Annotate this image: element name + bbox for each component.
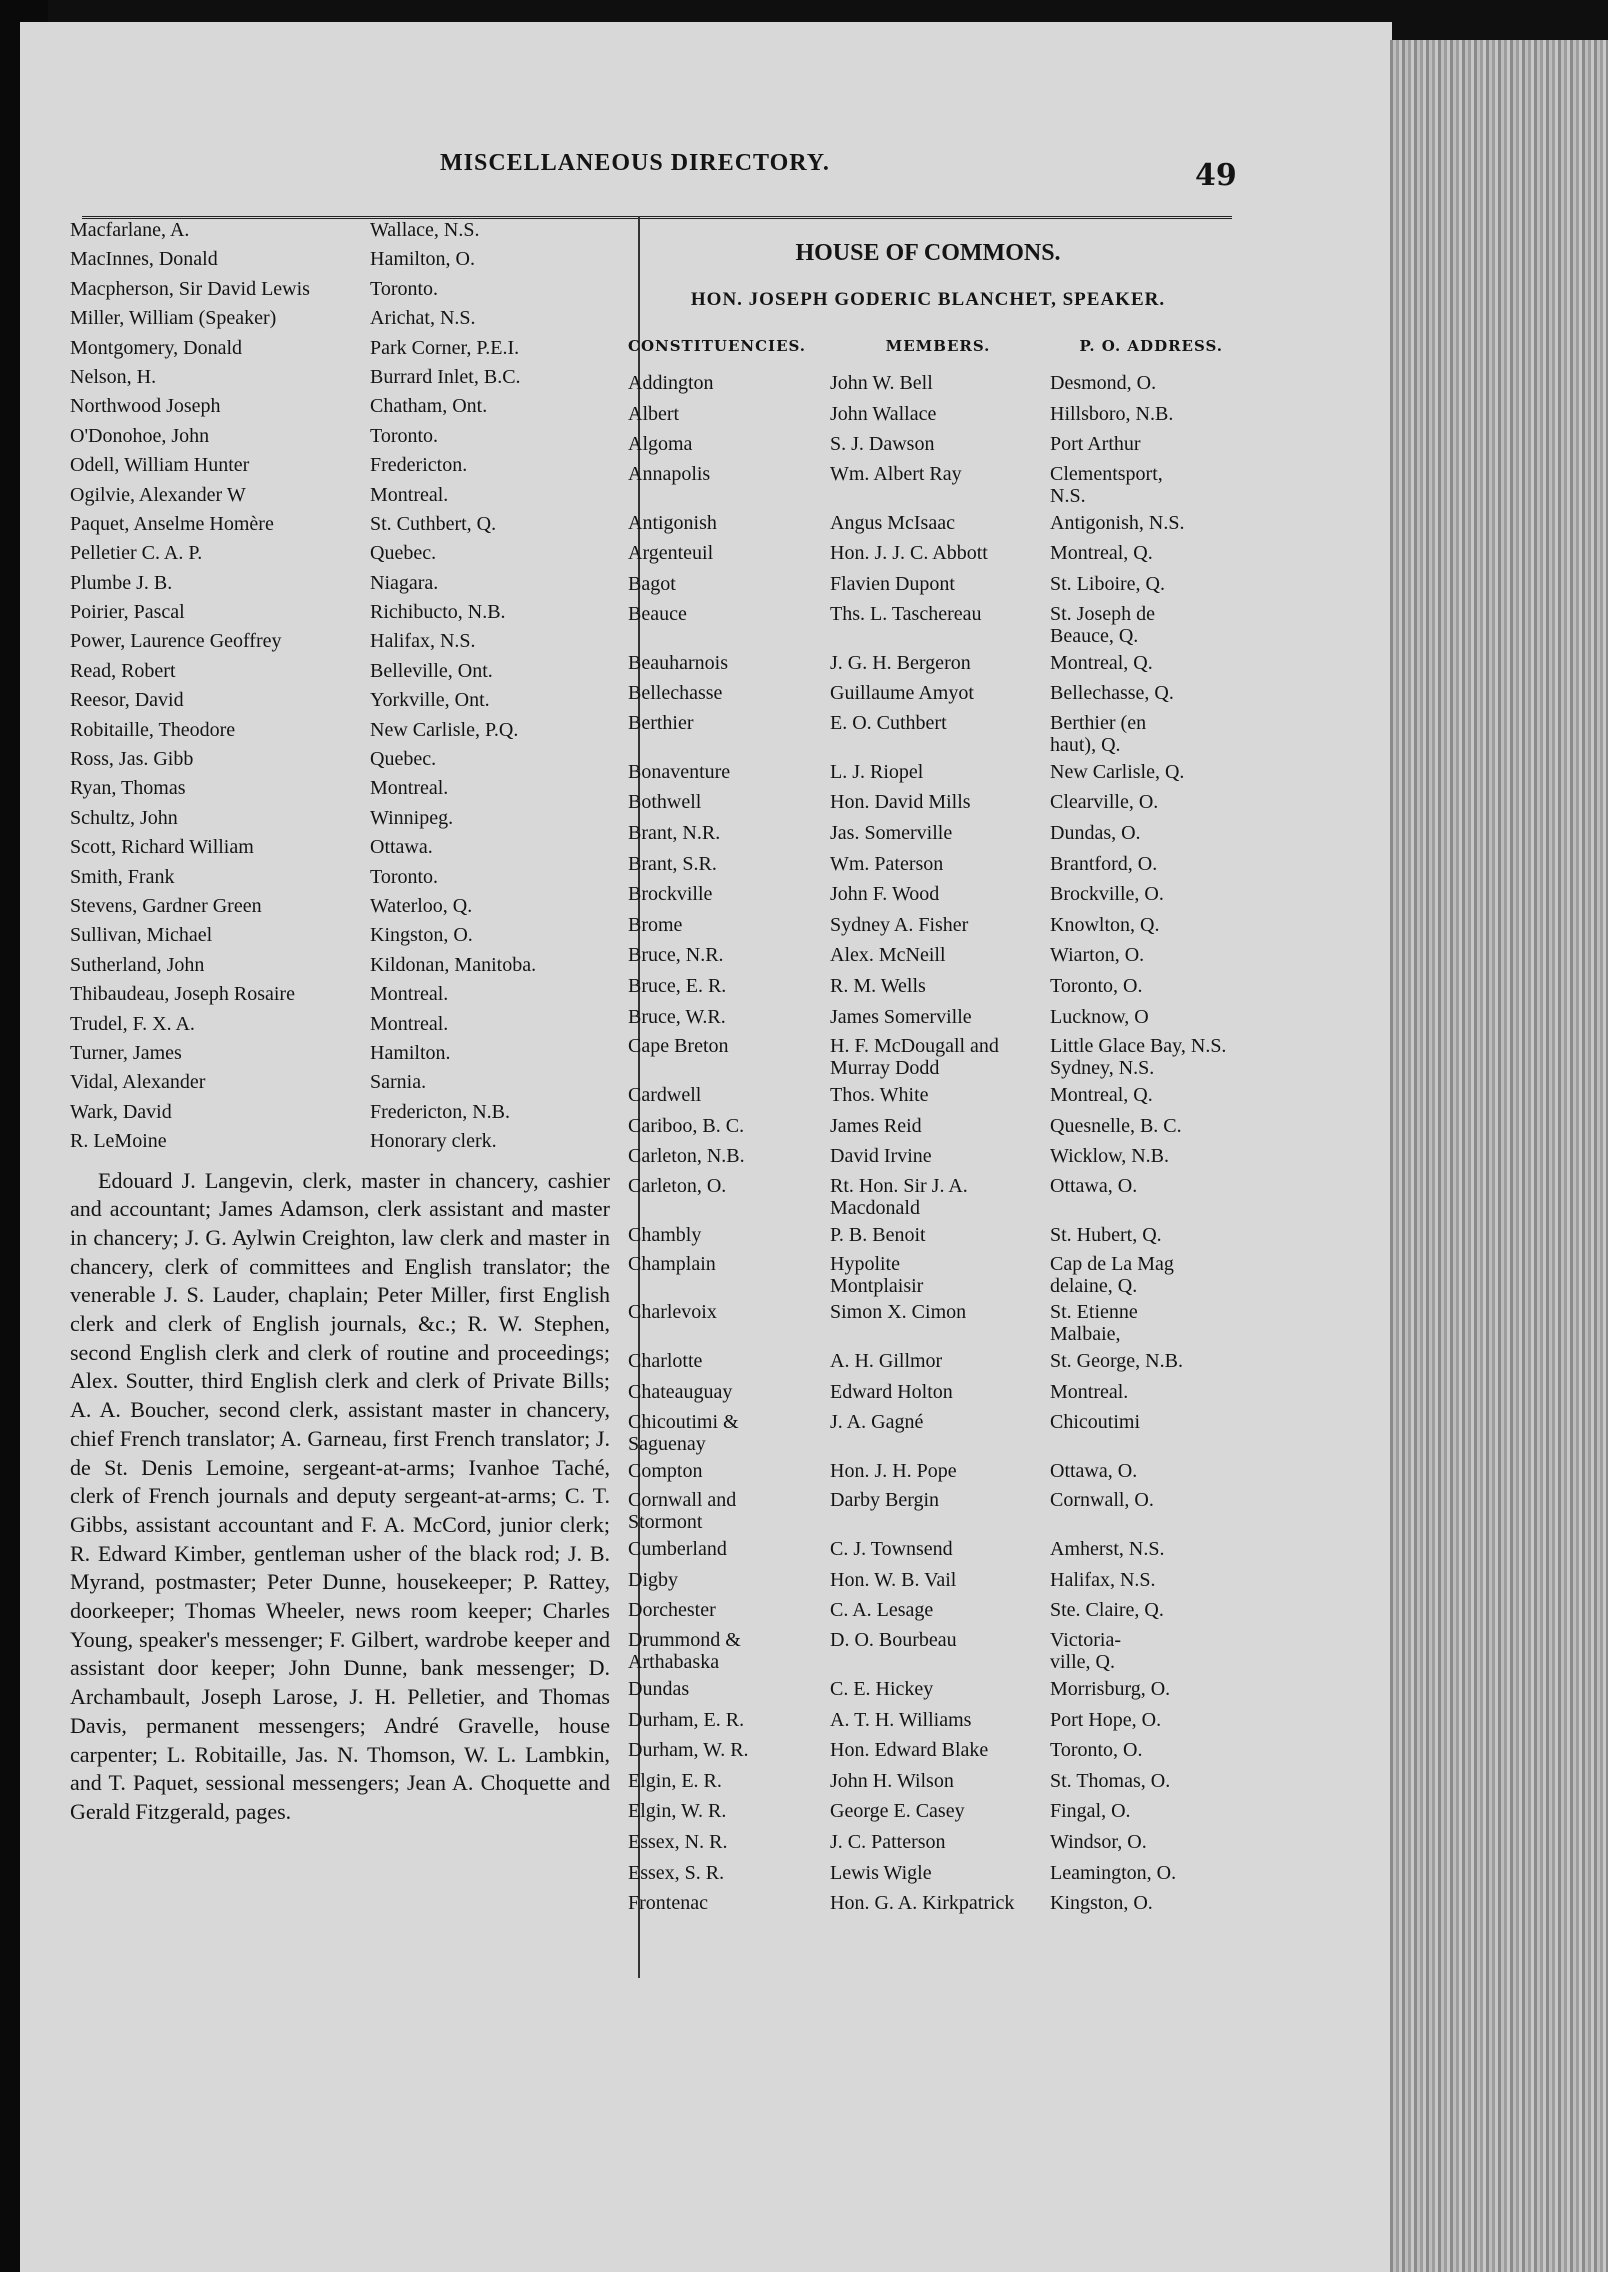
commons-member: A. T. H. Williams [830,1708,972,1731]
commons-member: D. O. Bourbeau [830,1629,957,1652]
commons-constituency: Digby [628,1568,678,1591]
commons-row [628,572,1228,603]
commons-address: Berthier (en haut), Q. [1050,711,1147,756]
commons-address: Montreal. [1050,1381,1129,1404]
commons-address: Victoria- ville, Q. [1050,1629,1121,1674]
commons-address: Montreal, Q. [1050,542,1153,565]
entry-address: Wallace, N.S. [370,219,480,241]
commons-constituency: Charlevoix [628,1301,717,1324]
entry-address: St. Cuthbert, Q. [370,512,497,535]
commons-row [628,1598,1228,1629]
commons-constituency: Bothwell [628,791,702,814]
commons-constituency: Cardwell [628,1084,702,1107]
commons-constituency: Essex, N. R. [628,1831,728,1853]
directory-entry [70,892,610,921]
entry-address: Fredericton. [370,454,468,477]
commons-row [628,1223,1228,1254]
entry-address: Chatham, Ont. [370,395,488,418]
commons-address: Leamington, O. [1050,1861,1177,1884]
commons-constituency: Algoma [628,433,693,456]
directory-entry [70,657,610,686]
header-constituencies: CONSTITUENCIES. [628,337,807,355]
commons-member: E. O. Cuthbert [830,711,947,734]
commons-member: Hon. W. B. Vail [830,1568,957,1591]
commons-constituency: Brome [628,913,683,936]
commons-constituency: Brockville [628,883,713,906]
commons-constituency: Carleton, N.B. [628,1145,745,1168]
entry-address: Kildonan, Manitoba. [370,953,537,976]
commons-member: John H. Wilson [830,1769,954,1792]
directory-entry [70,569,610,598]
commons-constituency: Chambly [628,1223,702,1246]
entry-address: Fredericton, N.B. [370,1100,510,1123]
entry-name: Turner, James [70,1041,182,1064]
directory-entry [70,716,610,745]
entry-address: Arichat, N.S. [370,307,476,330]
directory-entry [70,1127,610,1156]
directory-entry [70,451,610,480]
commons-constituency: Durham, W. R. [628,1739,749,1762]
commons-constituency: Bruce, N.R. [628,944,724,967]
directory-entry [70,921,610,950]
commons-member: S. J. Dawson [830,433,935,456]
directory-entry [70,275,610,304]
commons-address: Montreal, Q. [1050,651,1153,674]
commons-row [628,1738,1228,1769]
entry-name: Paquet, Anselme Homère [70,512,274,535]
entry-name: Schultz, John [70,806,178,829]
commons-member: David Irvine [830,1145,932,1168]
commons-row [628,852,1228,883]
directory-entry [70,951,610,980]
commons-address: Ottawa, O. [1050,1174,1138,1197]
commons-member: James Reid [830,1114,922,1137]
entry-name: Read, Robert [70,659,176,682]
commons-row [628,1083,1228,1114]
commons-address: Wiarton, O. [1050,944,1145,967]
commons-row [628,432,1228,463]
commons-address: Windsor, O. [1050,1831,1147,1853]
entry-name: Ross, Jas. Gibb [70,748,194,771]
entry-address: Montreal. [370,777,449,800]
commons-member: Edward Holton [830,1381,953,1404]
commons-address: Cornwall, O. [1050,1489,1154,1512]
commons-member: J. G. H. Bergeron [830,651,971,674]
commons-member: Thos. White [830,1084,929,1107]
commons-member: J. A. Gagné [830,1410,924,1433]
commons-constituency: Chateauguay [628,1381,733,1404]
commons-address: Chicoutimi [1050,1410,1140,1433]
commons-member: James Somerville [830,1005,972,1028]
entry-address: New Carlisle, P.Q. [370,718,519,741]
commons-constituency: Beauce [628,602,687,625]
commons-member: Hypolite Montplaisir [830,1253,924,1298]
commons-member: Alex. McNeill [830,944,946,967]
commons-address: Ste. Claire, Q. [1050,1599,1164,1622]
commons-member: John F. Wood [830,883,940,906]
commons-row [628,1891,1228,1922]
commons-row [628,1708,1228,1739]
commons-row [628,1349,1228,1380]
commons-member: H. F. McDougall and Murray Dodd [830,1035,999,1080]
commons-member: Wm. Albert Ray [830,462,962,485]
directory-entry [70,1098,610,1127]
commons-member: Sydney A. Fisher [830,913,969,936]
commons-row [628,603,1228,651]
entry-name: Poirier, Pascal [70,601,185,624]
commons-address: Montreal, Q. [1050,1084,1153,1107]
directory-entry [70,1039,610,1068]
commons-row [628,913,1228,944]
commons-row [628,1568,1228,1599]
commons-address: Port Arthur [1050,433,1141,456]
page-edges [1390,40,1608,2272]
commons-member: Hon. Edward Blake [830,1739,989,1762]
entry-name: Sutherland, John [70,953,205,976]
commons-row [628,541,1228,572]
column-headers [628,337,1228,355]
commons-member: C. E. Hickey [830,1678,934,1701]
commons-constituency: Dundas [628,1678,690,1701]
directory-entry [70,980,610,1009]
entry-address: Park Corner, P.E.I. [370,336,520,359]
commons-constituency: Bonaventure [628,760,731,783]
entry-name: Pelletier C. A. P. [70,542,203,565]
directory-list [70,216,610,1157]
commons-constituency: Compton [628,1459,703,1482]
house-of-commons-column [628,240,1228,1922]
entry-address: Richibucto, N.B. [370,601,506,624]
commons-member: Darby Bergin [830,1489,940,1512]
commons-member: Guillaume Amyot [830,682,974,705]
entry-address: Winnipeg. [370,806,454,829]
commons-member: R. M. Wells [830,974,926,997]
entry-name: Sullivan, Michael [70,924,213,947]
entry-name: Plumbe J. B. [70,571,173,594]
commons-row [628,1144,1228,1175]
entry-name: Stevens, Gardner Green [70,894,262,917]
commons-row [628,402,1228,433]
commons-address: St. Etienne Malbaie, [1050,1301,1138,1346]
entry-name: Montgomery, Donald [70,336,243,359]
commons-row [628,1459,1228,1490]
commons-member: C. J. Townsend [830,1538,953,1561]
commons-address: St. Joseph de Beauce, Q. [1050,602,1155,647]
commons-member: Hon. J. H. Pope [830,1459,957,1482]
commons-constituency: Bruce, E. R. [628,974,727,997]
commons-address: St. Thomas, O. [1050,1769,1171,1792]
commons-member: Rt. Hon. Sir J. A. Macdonald [830,1174,968,1219]
commons-address: St. George, N.B. [1050,1350,1183,1373]
entry-name: Macpherson, Sir David Lewis [70,277,310,300]
entry-address: Burrard Inlet, B.C. [370,365,521,388]
commons-row [628,681,1228,712]
commons-constituency: Elgin, E. R. [628,1769,722,1792]
entry-address: Belleville, Ont. [370,659,493,682]
commons-row [628,1629,1228,1677]
commons-constituency: Elgin, W. R. [628,1800,727,1823]
commons-member: A. H. Gillmor [830,1350,943,1373]
commons-row [628,1537,1228,1568]
commons-row [628,1830,1228,1861]
entry-name: Wark, David [70,1100,172,1123]
directory-entry [70,510,610,539]
speaker-line: HON. JOSEPH GODERIC BLANCHET, SPEAKER. [690,289,1166,310]
commons-row [628,1301,1228,1349]
commons-address: St. Liboire, Q. [1050,572,1165,595]
directory-entry [70,304,610,333]
entry-address: Waterloo, Q. [370,894,473,917]
commons-member: Ths. L. Taschereau [830,602,982,625]
commons-member: George E. Casey [830,1800,965,1823]
commons-constituency: Bruce, W.R. [628,1005,726,1028]
commons-address: Fingal, O. [1050,1800,1131,1823]
commons-constituency: Essex, S. R. [628,1861,725,1884]
commons-address: Hillsboro, N.B. [1050,402,1174,425]
commons-row [628,1114,1228,1145]
commons-constituency: Bagot [628,572,676,595]
entry-address: Sarnia. [370,1071,427,1094]
commons-constituency: Albert [628,402,680,425]
entry-name: MacInnes, Donald [70,248,218,271]
commons-row [628,1677,1228,1708]
commons-row [628,1005,1228,1036]
entry-address: Yorkville, Ont. [370,689,490,712]
directory-entry [70,804,610,833]
commons-constituency: Champlain [628,1253,716,1276]
commons-row [628,974,1228,1005]
commons-address: Amherst, N.S. [1050,1538,1165,1561]
running-head: MISCELLANEOUS DIRECTORY. [440,150,830,176]
commons-row [628,1861,1228,1892]
commons-address: Clearville, O. [1050,791,1159,814]
commons-address: Quesnelle, B. C. [1050,1114,1182,1137]
commons-member: Wm. Paterson [830,852,944,875]
entry-address: Ottawa. [370,836,433,859]
commons-constituency: Brant, N.R. [628,821,721,844]
entry-name: Scott, Richard William [70,836,254,859]
directory-entry [70,686,610,715]
commons-row [628,651,1228,682]
commons-row [628,1253,1228,1301]
commons-row [628,790,1228,821]
entry-address: Toronto. [370,277,439,300]
commons-address: Toronto, O. [1050,974,1143,997]
directory-entry [70,363,610,392]
commons-member: Lewis Wigle [830,1861,932,1884]
entry-name: O'Donohoe, John [70,424,210,447]
commons-member: Hon. David Mills [830,791,971,814]
directory-entry [70,833,610,862]
entry-address: Honorary clerk. [370,1130,497,1153]
commons-address: Brantford, O. [1050,852,1158,875]
commons-address: Kingston, O. [1050,1892,1153,1915]
directory-entry [70,1010,610,1039]
commons-constituency: Chicoutimi & Saguenay [628,1410,739,1455]
commons-address: Brockville, O. [1050,883,1164,906]
commons-constituency: Brant, S.R. [628,852,717,875]
entry-name: Nelson, H. [70,365,157,388]
commons-address: Ottawa, O. [1050,1459,1138,1482]
commons-row [628,1799,1228,1830]
entry-name: Thibaudeau, Joseph Rosaire [70,983,295,1006]
commons-member: Simon X. Cimon [830,1301,967,1324]
commons-constituency: Antigonish [628,511,717,534]
commons-row [628,821,1228,852]
commons-address: Knowlton, Q. [1050,913,1160,936]
directory-entry [70,863,610,892]
entry-address: Quebec. [370,748,437,771]
directory-entry [70,245,610,274]
commons-row [628,371,1228,402]
commons-row [628,882,1228,913]
entry-name: Odell, William Hunter [70,454,250,477]
commons-address: Bellechasse, Q. [1050,682,1174,705]
commons-constituency: Drummond & Arthabaska [628,1629,741,1674]
commons-address: Morrisburg, O. [1050,1678,1171,1701]
commons-row [628,1035,1228,1083]
commons-constituency: Charlotte [628,1350,703,1373]
commons-address: Lucknow, O [1050,1005,1149,1028]
directory-entry [70,334,610,363]
directory-entry [70,392,610,421]
commons-constituency: Carleton, O. [628,1174,727,1197]
commons-member: Jas. Somerville [830,821,953,844]
entry-name: Miller, William (Speaker) [70,307,277,330]
entry-name: Northwood Joseph [70,395,221,418]
commons-constituency: Beauharnois [628,651,728,674]
directory-entry [70,481,610,510]
commons-address: Cap de La Mag delaine, Q. [1050,1253,1174,1298]
entry-address: Montreal. [370,483,449,506]
commons-member: Hon. J. J. C. Abbott [830,542,988,565]
commons-address: Toronto, O. [1050,1739,1143,1762]
entry-address: Hamilton. [370,1041,451,1064]
directory-entry [70,627,610,656]
commons-member: C. A. Lesage [830,1599,934,1622]
commons-member: L. J. Riopel [830,760,924,783]
commons-constituency: Cumberland [628,1538,727,1561]
commons-address: Halifax, N.S. [1050,1568,1156,1591]
commons-member: J. C. Patterson [830,1831,946,1853]
commons-address: Port Hope, O. [1050,1708,1162,1731]
senate-directory-column [70,216,610,1849]
commons-address: Dundas, O. [1050,821,1141,844]
commons-row [628,1489,1228,1537]
commons-row [628,1769,1228,1800]
entry-name: Power, Laurence Geoffrey [70,630,282,653]
header-address: P. O. ADDRESS. [1079,337,1223,355]
commons-row [628,511,1228,542]
entry-address: Quebec. [370,542,437,565]
commons-address: New Carlisle, Q. [1050,760,1185,783]
commons-member: Hon. G. A. Kirkpatrick [830,1892,1015,1915]
commons-constituency: Dorchester [628,1599,716,1622]
entry-address: Montreal. [370,983,449,1006]
entry-name: Ryan, Thomas [70,777,186,800]
commons-address: Antigonish, N.S. [1050,511,1185,534]
entry-address: Toronto. [370,865,439,888]
commons-member: Angus McIsaac [830,511,955,534]
commons-constituency: Argenteuil [628,542,714,565]
commons-address: St. Hubert, Q. [1050,1223,1162,1246]
commons-constituency: Annapolis [628,462,711,485]
entry-address: Toronto. [370,424,439,447]
entry-name: Reesor, David [70,689,184,712]
commons-address: Wicklow, N.B. [1050,1145,1169,1168]
entry-address: Hamilton, O. [370,248,475,271]
directory-entry [70,422,610,451]
commons-constituency: Cape Breton [628,1035,729,1058]
commons-row [628,760,1228,791]
commons-row [628,1175,1228,1223]
entry-name: Macfarlane, A. [70,219,190,241]
commons-row [628,712,1228,760]
section-title: HOUSE OF COMMONS. [795,240,1061,266]
directory-entry [70,598,610,627]
commons-member: Flavien Dupont [830,572,955,595]
entry-address: Montreal. [370,1012,449,1035]
entry-address: Kingston, O. [370,924,473,947]
entry-name: R. LeMoine [70,1130,167,1153]
header-members: MEMBERS. [885,337,991,355]
staff-paragraph: Edouard J. Langevin, clerk, master in chancery, cashier and accountant; James Adamson, clerk assistant and master in chancery; J. G. Aylwin Creighton, law clerk and master in chancery, clerk of committees and English translator; the venerable J. S. Lauder, chaplain; Peter Miller, first English clerk and clerk of English journals, &c.; R. W. Stephen, second English clerk and clerk of routine and proceedings; Alex. Soutter, third English clerk and clerk of Private Bills; A. A. Boucher, second clerk, assistant master in chancery, chief French translator; A. Garneau, first French translator; J. de St. Denis Lemoine, sergeant-at-arms; Ivanhoe Taché, clerk of French journals and deputy sergeant-at-arms; C. T. Gibbs, assistant accountant and F. A. McCord, junior clerk; R. Edward Kimber, gentleman usher of the black rod; J. B. Myrand, postmaster; Peter Dunne, housekeeper; P. Rattey, doorkeeper; Thomas Wheeler, news room keeper; Charles Young, speaker's messenger; F. Gilbert, wardrobe keeper and assistant door keeper; John Dunne, bank messenger; D. Archambault, Joseph Larose, J. H. Pelletier, and Thomas Davis, permanent messengers; André Gravelle, house carpenter; L. Robitaille, Jas. N. Thomson, W. L. Lambkin, and T. Paquet, sessional messengers; Jean A. Choquette and Gerald Fitzgerald, pages. [70,1167,610,1824]
commons-address: Clementsport, N.S. [1050,462,1163,507]
commons-constituency: Bellechasse [628,682,723,705]
commons-constituency: Cornwall and Stormont [628,1489,737,1534]
commons-row [628,1380,1228,1411]
entry-name: Vidal, Alexander [70,1071,206,1094]
entry-address: Niagara. [370,571,439,594]
commons-address: Little Glace Bay, N.S. Sydney, N.S. [1050,1035,1227,1080]
directory-entry [70,1068,610,1097]
entry-address: Halifax, N.S. [370,630,476,653]
directory-entry [70,774,610,803]
entry-name: Ogilvie, Alexander W [70,483,246,506]
commons-row [628,1411,1228,1459]
commons-table [628,371,1228,1922]
directory-entry [70,216,610,245]
entry-name: Trudel, F. X. A. [70,1012,195,1035]
commons-constituency: Addington [628,372,714,394]
commons-address: Desmond, O. [1050,372,1157,394]
commons-member: P. B. Benoit [830,1223,926,1246]
directory-entry [70,539,610,568]
commons-member: John W. Bell [830,372,933,394]
commons-member: John Wallace [830,402,937,425]
commons-constituency: Cariboo, B. C. [628,1114,745,1137]
entry-name: Smith, Frank [70,865,175,888]
entry-name: Robitaille, Theodore [70,718,236,741]
commons-row [628,463,1228,511]
directory-entry [70,745,610,774]
page-number: 49 [1195,158,1237,193]
commons-constituency: Durham, E. R. [628,1708,745,1731]
commons-constituency: Frontenac [628,1892,708,1915]
commons-constituency: Berthier [628,711,694,734]
commons-row [628,943,1228,974]
